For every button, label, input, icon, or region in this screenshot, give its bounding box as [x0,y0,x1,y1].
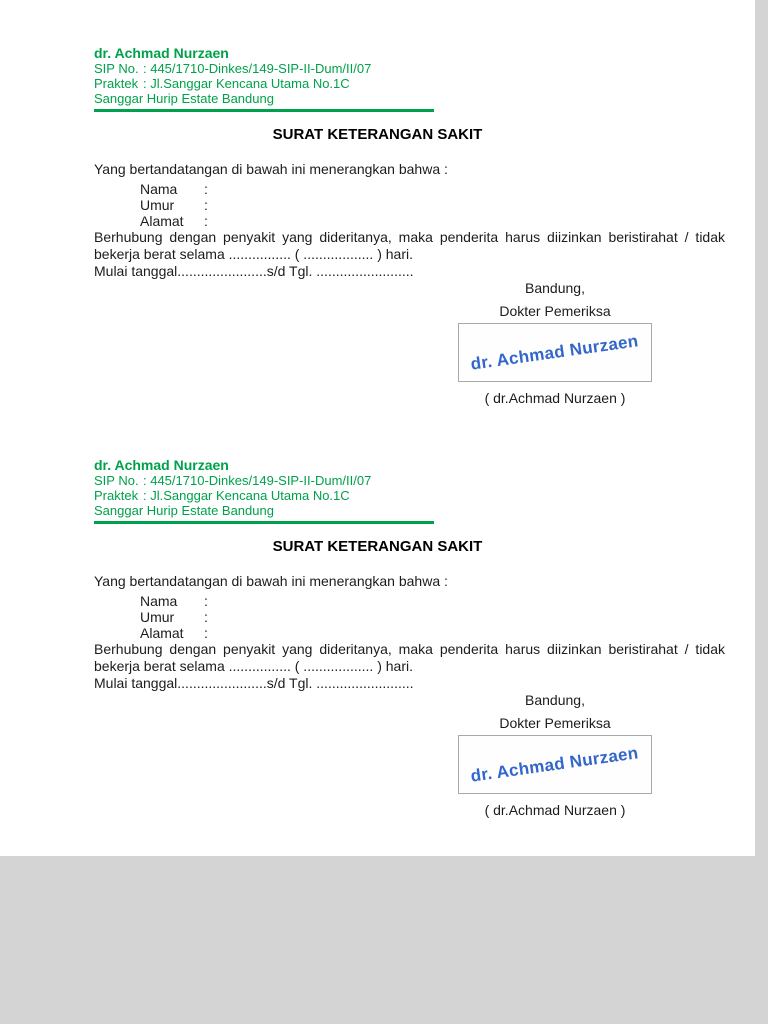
intro-text: Yang bertandatangan di bawah ini menerangkan bahwa : [94,573,448,589]
sip-line [94,61,725,76]
certificate-block-1 [0,0,755,412]
signature-column [405,692,705,818]
body-paragraph: Berhubung dengan penyakit yang dideritanya, maka penderita harus diizinkan beristirahat / tidak bekerja berat selama ................ ( .................. ) hari. [94,641,725,674]
sip-value: : 445/1710-Dinkes/149-SIP-II-Dum/II/07 [143,473,372,488]
certificate-block-2 [0,412,755,824]
field-colon: : [204,213,208,229]
field-label-nama: Nama [140,593,178,609]
signature-name: ( dr.Achmad Nurzaen ) [484,802,626,818]
sip-line [94,473,725,488]
field-colon: : [204,609,208,625]
header-divider [94,521,434,524]
praktek-label: Praktek [94,76,139,91]
field-colon: : [204,197,208,213]
clinic-address: Sanggar Hurip Estate Bandung [94,503,274,518]
city-label: Bandung, [525,280,585,296]
field-row-alamat [94,625,725,641]
signature-text: dr. Achmad Nurzaen [469,330,641,374]
praktek-value: : Jl.Sanggar Kencana Utama No.1C [143,488,350,503]
field-label-alamat: Alamat [140,213,184,229]
doctor-name: dr. Achmad Nurzaen [94,457,229,473]
body-paragraph: Berhubung dengan penyakit yang dideritanya, maka penderita harus diizinkan beristirahat / tidak bekerja berat selama ................ ( .................. ) hari. [94,229,725,262]
field-row-umur [94,609,725,625]
praktek-value: : Jl.Sanggar Kencana Utama No.1C [143,76,350,91]
signature-name: ( dr.Achmad Nurzaen ) [484,390,626,406]
date-line: Mulai tanggal.......................s/d Tgl. ......................... [94,263,414,279]
patient-fields [94,593,725,641]
signature-text: dr. Achmad Nurzaen [469,742,641,786]
praktek-line [94,488,725,503]
sip-label: SIP No. [94,61,139,76]
signature-stamp [458,323,652,382]
field-label-nama: Nama [140,181,178,197]
field-label-umur: Umur [140,609,175,625]
date-line: Mulai tanggal.......................s/d Tgl. ......................... [94,675,414,691]
header-divider [94,109,434,112]
doctor-name: dr. Achmad Nurzaen [94,45,229,61]
field-label-alamat: Alamat [140,625,184,641]
field-colon: : [204,593,208,609]
praktek-label: Praktek [94,488,139,503]
certificate-title: SURAT KETERANGAN SAKIT [272,538,483,555]
sip-label: SIP No. [94,473,139,488]
field-row-umur [94,197,725,213]
intro-text: Yang bertandatangan di bawah ini menerangkan bahwa : [94,161,448,177]
field-row-nama [94,593,725,609]
clinic-address: Sanggar Hurip Estate Bandung [94,91,274,106]
praktek-line [94,76,725,91]
field-colon: : [204,181,208,197]
examiner-label: Dokter Pemeriksa [499,303,611,319]
sip-value: : 445/1710-Dinkes/149-SIP-II-Dum/II/07 [143,61,372,76]
field-colon: : [204,625,208,641]
examiner-label: Dokter Pemeriksa [499,715,611,731]
certificate-title: SURAT KETERANGAN SAKIT [272,126,483,143]
signature-column [405,280,705,406]
signature-stamp [458,735,652,794]
field-label-umur: Umur [140,197,175,213]
field-row-nama [94,181,725,197]
field-row-alamat [94,213,725,229]
patient-fields [94,181,725,229]
city-label: Bandung, [525,692,585,708]
